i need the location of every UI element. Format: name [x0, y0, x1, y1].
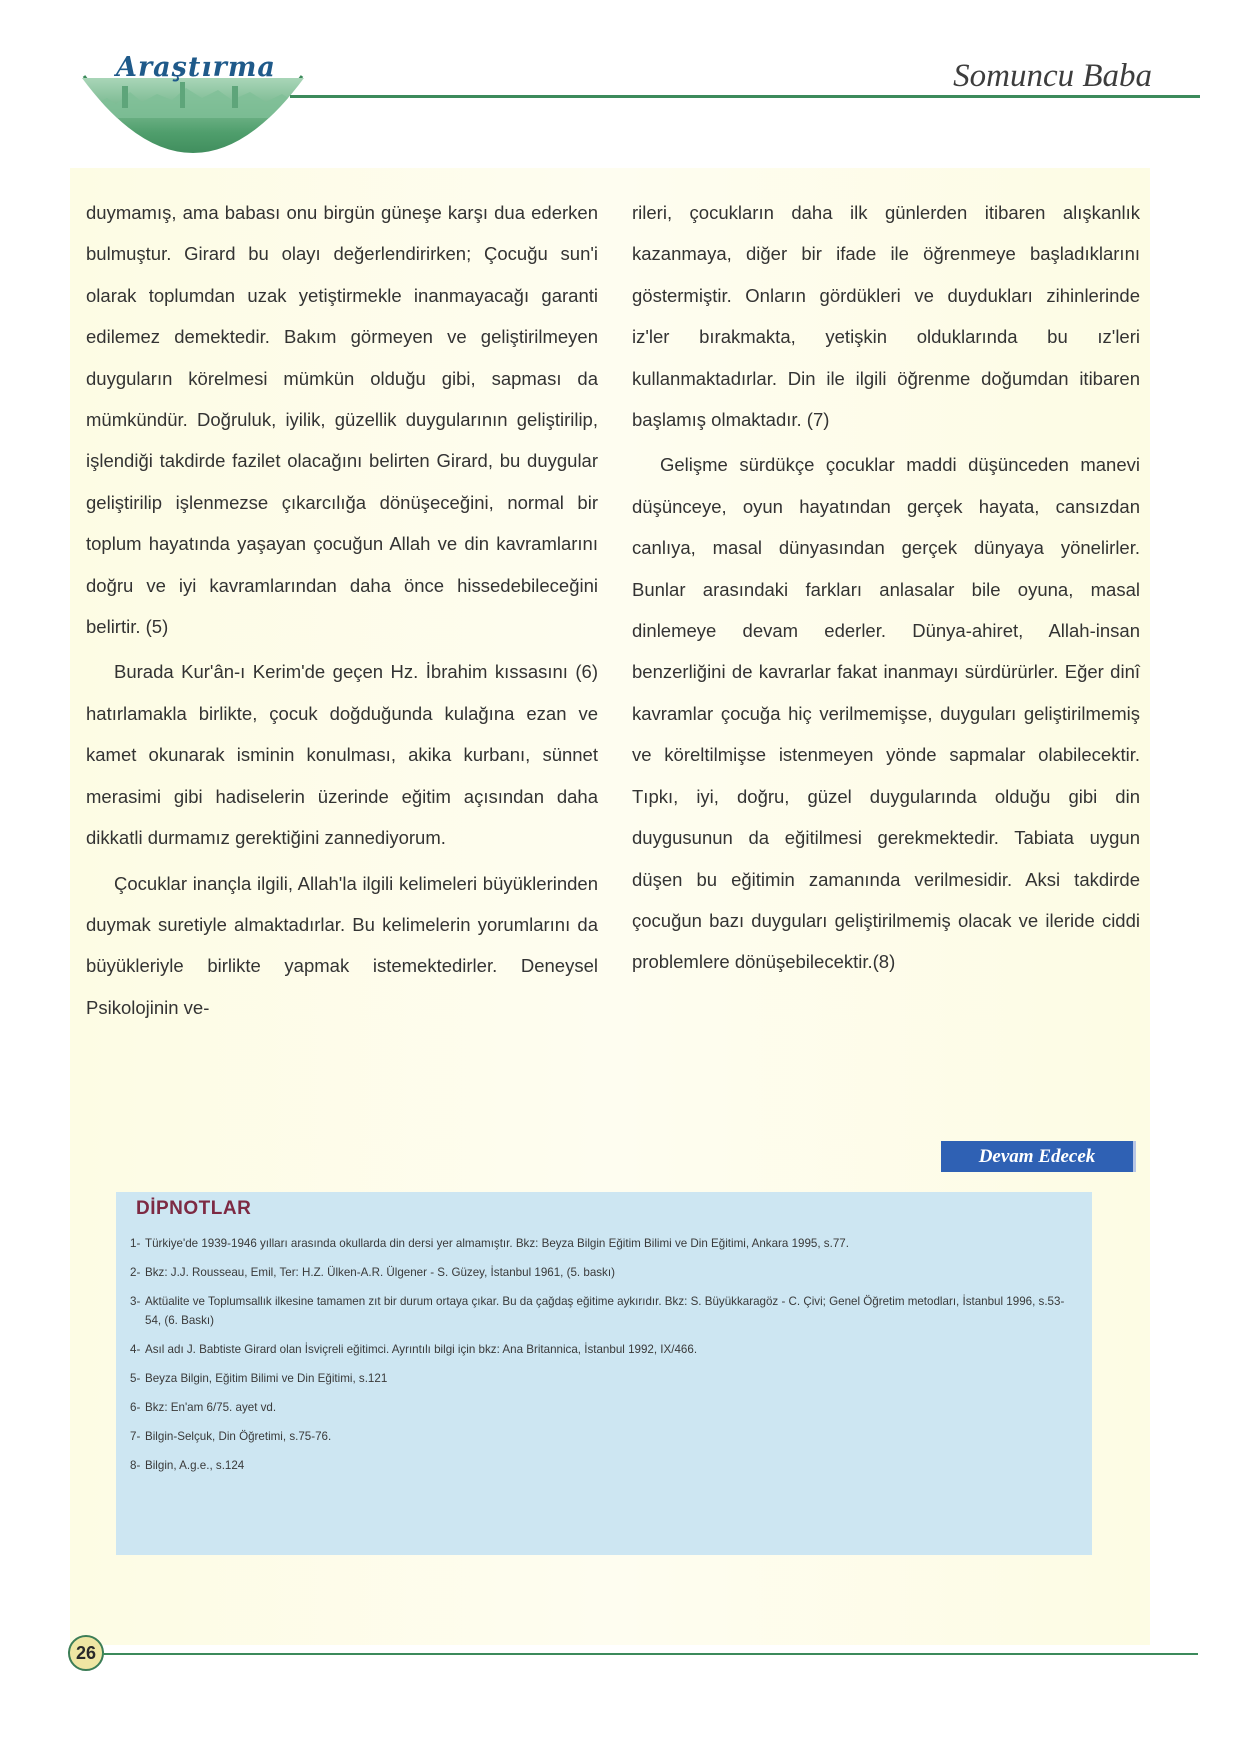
header-divider — [290, 95, 1200, 98]
footnote-number: 7- — [130, 1430, 141, 1443]
left-column — [86, 192, 598, 1028]
continue-badge: Devam Edecek — [941, 1141, 1136, 1172]
footnote-text: Türkiye'de 1939-1946 yılları arasında okullarda din dersi yer almamıştır. Bkz: Beyza Bilgin Eğitim Bilimi ve Din Eğitimi, Ankara 1995, s.77. — [145, 1237, 849, 1250]
paragraph: Çocuklar inançla ilgili, Allah'la ilgili kelimeleri büyüklerinden duymak suretiyle almaktadırlar. Bu kelimelerin yorumlarını da büyükleriyle birlikte yapmak istemektedirler. Deneysel Psikolojinin ve- — [86, 872, 598, 1018]
footnote-text: Bilgin, A.g.e., s.124 — [145, 1459, 245, 1472]
footnote-text: Bkz: J.J. Rousseau, Emil, Ter: H.Z. Ülken-A.R. Ülgener - S. Güzey, İstanbul 1961, (5. baskı) — [145, 1266, 615, 1279]
footnote-number: 3- — [130, 1295, 141, 1308]
header-landscape-emblem — [82, 28, 304, 178]
footnote-item — [130, 1234, 1080, 1253]
footnote-number: 4- — [130, 1343, 141, 1356]
footnote-item — [130, 1427, 1080, 1446]
footnote-item — [130, 1292, 1080, 1330]
footnote-number: 2- — [130, 1266, 141, 1279]
footnote-item — [130, 1456, 1080, 1475]
footnote-text: Asıl adı J. Babtiste Girard olan İsviçreli eğitimci. Ayrıntılı bilgi için bkz: Ana Britannica, İstanbul 1992, IX/466. — [145, 1343, 698, 1356]
footnote-text: Beyza Bilgin, Eğitim Bilimi ve Din Eğitimi, s.121 — [145, 1372, 388, 1385]
footnote-item — [130, 1398, 1080, 1417]
footnote-item — [130, 1369, 1080, 1388]
footnotes-title: DİPNOTLAR — [136, 1198, 252, 1219]
footnote-item — [130, 1263, 1080, 1282]
footnote-number: 8- — [130, 1459, 141, 1472]
section-tag: Araştırma — [116, 52, 276, 83]
paragraph: rileri, çocukların daha ilk günlerden itibaren alışkanlık kazanmaya, diğer bir ifade ile öğrenmeye başladıklarını göstermiştir. Onların gördükleri ve duydukları zihinlerinde iz'ler bırakmakta, yetişkin olduklarında bu ız'leri kullanmaktadırlar. Din ile ilgili öğrenme doğumdan itibaren başlamış olmaktadır. (7) — [632, 202, 1140, 431]
footnote-item — [130, 1340, 1080, 1359]
footnote-number: 6- — [130, 1401, 141, 1414]
footnotes-list — [130, 1234, 1080, 1485]
footnote-number: 1- — [130, 1237, 141, 1250]
magazine-title: Somuncu Baba — [953, 58, 1152, 94]
footnote-text: Bkz: En'am 6/75. ayet vd. — [145, 1401, 277, 1414]
page-number: 26 — [68, 1635, 104, 1671]
footnote-text: Aktüalite ve Toplumsallık ilkesine tamamen zıt bir durum ortaya çıkar. Bu da çağdaş eğitime aykırıdır. Bkz: S. Büyükkaragöz - C. Çivi; Genel Öğretim metodları, İstanbul 1996, s.53-54, (6. Baskı) — [145, 1295, 1065, 1327]
paragraph: duymamış, ama babası onu birgün güneşe karşı dua ederken bulmuştur. Girard bu olayı değerlendirirken; Çocuğu sun'i olarak toplumdan uzak yetiştirmekle inanmayacağı garanti edilemez demektedir. Bakım görmeyen ve geliştirilmeyen duyguların körelmesi mümkün olduğu gibi, sapması da mümkündür. Doğruluk, iyilik, güzellik duygularının geliştirilip, işlendiği takdirde fazilet olacağını belirten Girard, bu duygular geliştirilip işlenmezse çıkarcılığa dönüşeceğini, normal bir toplum hayatında yaşayan çocuğun Allah ve din kavramlarını doğru ve iyi kavramlarından daha önce hissedebileceğini belirtir. (5) — [86, 202, 598, 638]
right-column — [632, 192, 1140, 983]
paragraph: Gelişme sürdükçe çocuklar maddi düşünceden manevi düşünceye, oyun hayatından gerçek hayata, cansızdan canlıya, masal dünyasından gerçek dünyaya yönelirler. Bunlar arasındaki farkları anlasalar bile oyuna, masal dinlemeye devam ederler. Dünya-ahiret, Allah-insan benzerliğini de kavrarlar fakat inanmayı sürdürürler. Eğer dinî kavramlar çocuğa hiç verilmemişse, duyguları geliştirilmemiş ve köreltilmişse istenmeyen yönde sapmalar olabilecektir. Tıpkı, iyi, doğru, güzel duygularında olduğu gibi din duygusunun da eğitilmesi gerekmektedir. Tabiata uygun düşen bu eğitimin zamanında verilmesidir. Aksi takdirde çocuğun bazı duyguları geliştirilmemiş olacak ve ileride ciddi problemlere dönüşebilecektir.(8) — [632, 454, 1140, 973]
footer-divider — [102, 1653, 1198, 1655]
footnote-text: Bilgin-Selçuk, Din Öğretimi, s.75-76. — [145, 1430, 332, 1443]
paragraph: Burada Kur'ân-ı Kerim'de geçen Hz. İbrahim kıssasını (6) hatırlamakla birlikte, çocuk doğduğunda kulağına ezan ve kamet okunarak isminin konulması, akika kurbanı, sünnet merasimi gibi hadiselerin üzerinde eğitim açısından daha dikkatli durmamız gerektiğini zannediyorum. — [86, 661, 598, 849]
footnote-number: 5- — [130, 1372, 141, 1385]
